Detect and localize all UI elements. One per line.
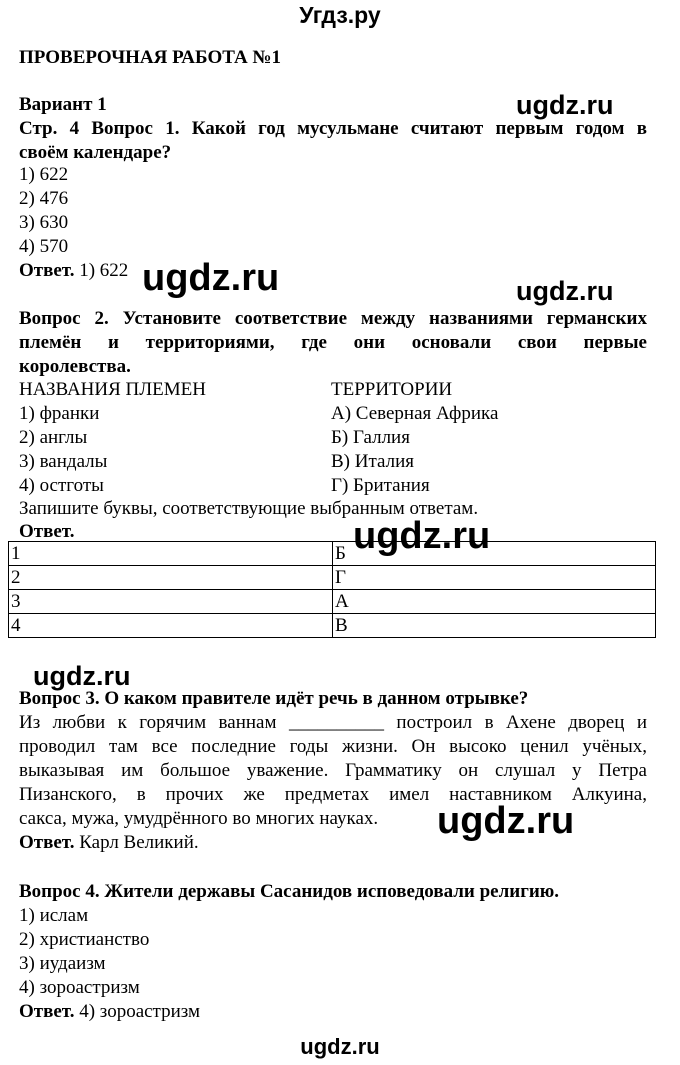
table-cell-letter: В: [333, 614, 656, 638]
q2-territory-4: Г) Британия: [331, 475, 430, 496]
q3-text-line-4: Пизанского, в прочих же предметах имел наставником Алкуина,: [19, 784, 647, 805]
watermark: ugdz.ru: [353, 515, 491, 557]
q3-answer-value: Карл Великий.: [74, 832, 199, 853]
table-row: [9, 542, 656, 566]
q2-line-3: королевства.: [19, 356, 131, 377]
q2-line-2: племён и территориями, где они основали свои первые: [19, 332, 647, 353]
table-cell-number: 3: [9, 590, 333, 614]
q2-answer-label: Ответ.: [19, 521, 75, 542]
q4-answer: [19, 1000, 200, 1024]
q2-instruction: Запишите буквы, соответствующие выбранным ответам.: [19, 498, 479, 519]
table-cell-letter: Б: [333, 542, 656, 566]
q1-option-2: 2) 476: [19, 188, 69, 209]
q4-option-1: 1) ислам: [19, 905, 89, 926]
q2-territory-3: В) Италия: [331, 451, 414, 472]
q1-option-3: 3) 630: [19, 212, 69, 233]
watermark: ugdz.ru: [516, 276, 614, 306]
q1-line-2: своём календаре?: [19, 142, 172, 163]
q4-title: Вопрос 4. Жители державы Сасанидов исповедовали религию.: [19, 881, 560, 902]
q4-option-4: 4) зороастризм: [19, 977, 140, 998]
q1-option-1: 1) 622: [19, 164, 69, 185]
q2-territory-1: А) Северная Африка: [331, 403, 499, 424]
table-cell-number: 2: [9, 566, 333, 590]
q1-answer-label: Ответ.: [19, 260, 75, 281]
q1-line-1: Стр. 4 Вопрос 1. Какой год мусульмане считают первым годом в: [19, 118, 647, 139]
q3-title: Вопрос 3. О каком правителе идёт речь в данном отрывке?: [19, 688, 529, 709]
site-footer: ugdz.ru: [300, 1034, 380, 1059]
q1-answer: [19, 259, 128, 283]
answer-table: [8, 541, 656, 638]
q1-answer-value: 1) 622: [74, 260, 129, 281]
q4-answer-value: 4) зороастризм: [74, 1001, 201, 1022]
doc-title: ПРОВЕРОЧНАЯ РАБОТА №1: [19, 47, 282, 68]
q3-answer-label: Ответ.: [19, 832, 75, 853]
q2-territory-2: Б) Галлия: [331, 427, 410, 448]
watermark: ugdz.ru: [33, 661, 131, 691]
watermark: ugdz.ru: [437, 800, 575, 842]
q4-option-3: 3) иудаизм: [19, 953, 106, 974]
q2-line-1: Вопрос 2. Установите соответствие между названиями германских: [19, 308, 647, 329]
q3-answer: [19, 831, 199, 855]
table-row: [9, 566, 656, 590]
q4-option-2: 2) христианство: [19, 929, 150, 950]
watermark: ugdz.ru: [142, 257, 280, 299]
table-cell-letter: А: [333, 590, 656, 614]
table-cell-letter: Г: [333, 566, 656, 590]
variant-heading: Вариант 1: [19, 94, 107, 115]
q2-col1-header: НАЗВАНИЯ ПЛЕМЕН: [19, 379, 206, 400]
q3-text-line-5: сакса, мужа, умудрённого во многих науках.: [19, 808, 379, 829]
q3-text-line-2: проводил там все последние годы жизни. Он высоко ценил учёных,: [19, 736, 647, 757]
q2-tribe-4: 4) остготы: [19, 475, 104, 496]
watermark: ugdz.ru: [516, 90, 614, 120]
q2-tribe-2: 2) англы: [19, 427, 88, 448]
q3-text-line-3: выказывая им большое уважение. Грамматику он слушал у Петра: [19, 760, 647, 781]
site-header: Угдз.ру: [299, 2, 381, 28]
table-cell-number: 4: [9, 614, 333, 638]
q4-answer-label: Ответ.: [19, 1001, 75, 1022]
q2-col2-header: ТЕРРИТОРИИ: [331, 379, 453, 400]
q3-text-line-1: Из любви к горячим ваннам __________ построил в Ахене дворец и: [19, 712, 647, 733]
table-cell-number: 1: [9, 542, 333, 566]
q2-tribe-3: 3) вандалы: [19, 451, 108, 472]
q1-option-4: 4) 570: [19, 236, 69, 257]
q2-tribe-1: 1) франки: [19, 403, 100, 424]
table-row: [9, 614, 656, 638]
table-row: [9, 590, 656, 614]
